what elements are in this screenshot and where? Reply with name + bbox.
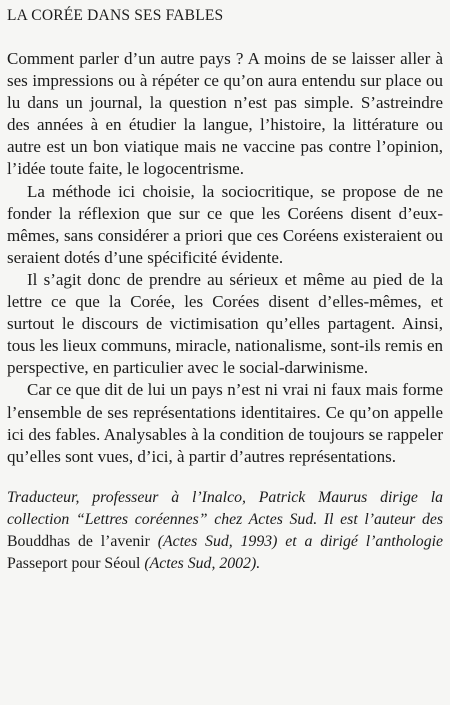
paragraph-3: Il s’agit donc de prendre au sérieux et même au pied de la lettre ce que la Corée, les Corées disent d’elles-mêmes, et surtout le discours de victimisation qu’elles partagent. Ainsi, tous les lieux communs, miracle, nationalisme, sont-ils remis en perspective, en particulier avec le social-darwinisme.: [7, 269, 443, 378]
paragraph-1: Comment parler d’un autre pays ? A moins de se laisser aller à ses impressions ou à répéter ce qu’on aura entendu sur place ou lu dans un journal, la question n’est pas simple. S’astreindre des années à en étudier la langue, l’histoire, la littérature ou autre est un bon viatique mais ne vaccine pas contre l’opinion, l’idée toute faite, le logocentrisme.: [7, 49, 443, 179]
bio-text-2: (Actes Sud, 1993) et a dirigé l’anthologie: [149, 532, 443, 550]
bio-book-title-1: Bouddhas de l’avenir: [7, 532, 150, 550]
paragraph-2: La méthode ici choisie, la sociocritique, se propose de ne fonder la réflexion que sur ce que les Coréens disent d’eux-mêmes, sans considérer a priori que ces Coréens existeraient ou seraient dotés d’une spécificité évidente.: [7, 181, 443, 267]
paragraph-4: Car ce que dit de lui un pays n’est ni vrai ni faux mais forme l’ensemble de ses représentations identitaires. Ce qu’on appelle ici des fables. Analysables à la condition de toujours se rappeler qu’elles sont vues, d’ici, à partir d’autres représentations.: [7, 380, 443, 466]
author-bio: [7, 487, 443, 575]
back-cover-text: [7, 6, 443, 591]
bio-text-3: (Actes Sud, 2002).: [140, 554, 261, 572]
book-title-heading: LA CORÉE DANS SES FABLES: [7, 7, 224, 24]
bio-text-1: Traducteur, professeur à l’Inalco, Patrick Maurus dirige la collection “Lettres coréennes” chez Actes Sud. Il est l’auteur des: [7, 488, 443, 528]
bio-book-title-2: Passeport pour Séoul: [7, 554, 141, 572]
